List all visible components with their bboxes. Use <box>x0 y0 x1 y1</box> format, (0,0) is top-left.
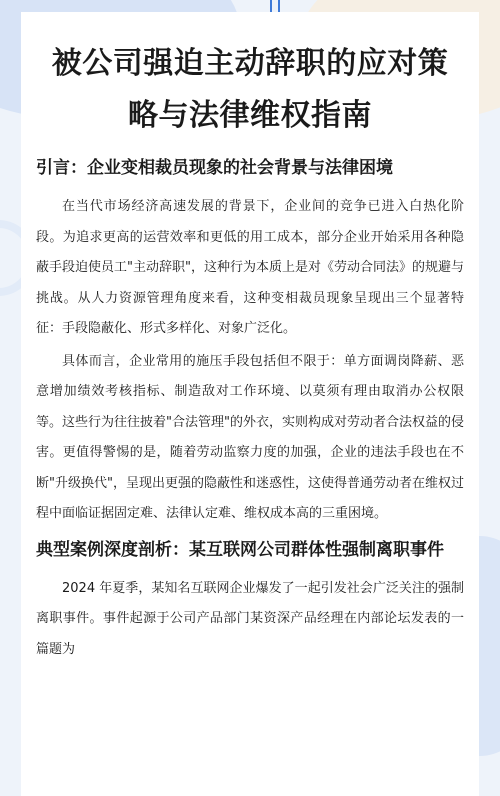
section-case-study <box>36 538 464 666</box>
document-card <box>21 12 479 796</box>
paragraph: 2024 年夏季，某知名互联网企业爆发了一起引发社会广泛关注的强制离职事件。事件起源于公司产品部门某资深产品经理在内部论坛发表的一篇题为 <box>36 580 464 657</box>
section-intro <box>36 156 464 530</box>
document-title <box>36 38 464 142</box>
title-line: 被公司强迫主动辞职的应对策 <box>51 46 449 81</box>
section-heading: 引言：企业变相裁员现象的社会背景与法律困境 <box>36 158 393 178</box>
paragraph: 具体而言，企业常用的施压手段包括但不限于：单方面调岗降薪、恶意增加绩效考核指标、制造敌对工作环境、以莫须有理由取消办公权限等。这些行为往往披着"合法管理"的外衣，实则构成对劳动者合法权益的侵害。更值得警惕的是，随着劳动监察力度的加强，企业的违法手段也在不断"升级换代"，呈现出更强的隐蔽性和迷惑性，这使得普通劳动者在维权过程中面临证据固定难、法律认定难、维权成本高的三重困境。 <box>36 353 464 521</box>
paragraph: 在当代市场经济高速发展的背景下，企业间的竞争已进入白热化阶段。为追求更高的运营效率和更低的用工成本，部分企业开始采用各种隐蔽手段迫使员工"主动辞职"，这种行为本质上是对《劳动合同法》的规避与挑战。从人力资源管理角度来看，这种变相裁员现象呈现出三个显著特征：手段隐蔽化、形式多样化、对象广泛化。 <box>36 199 464 336</box>
title-line: 略与法律维权指南 <box>128 98 372 133</box>
section-heading: 典型案例深度剖析：某互联网公司群体性强制离职事件 <box>36 539 444 560</box>
